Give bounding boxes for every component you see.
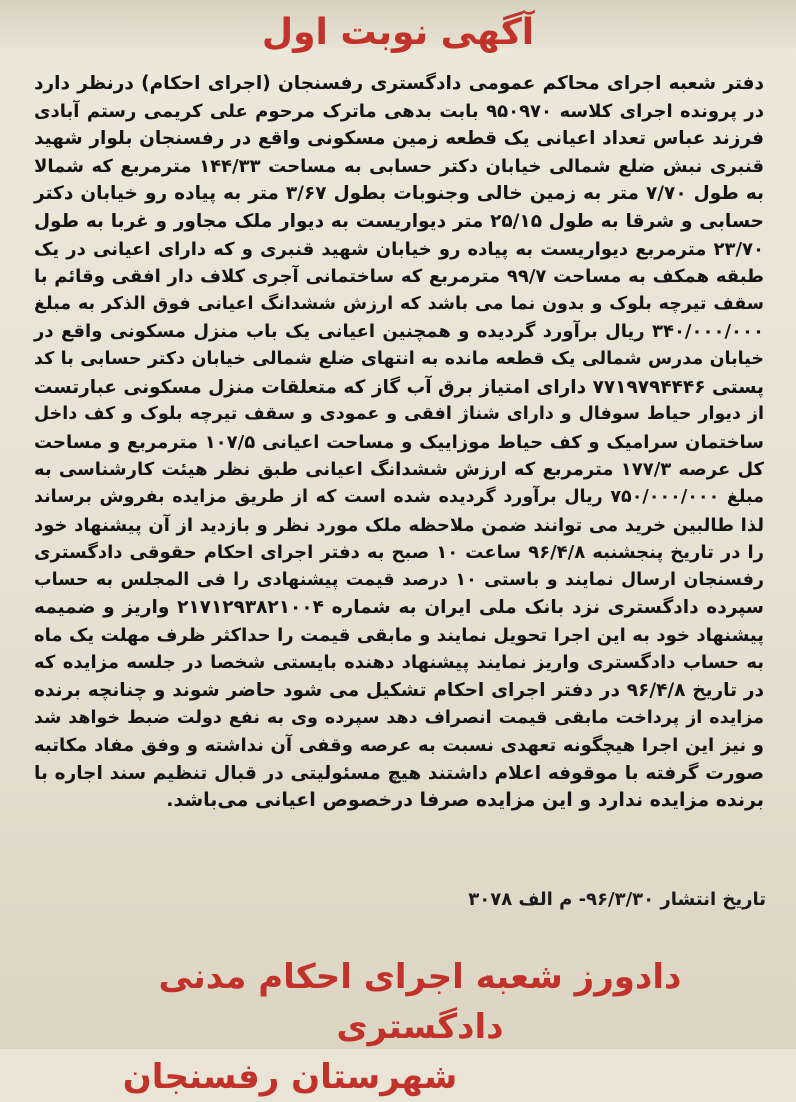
publish-date: تاریخ انتشار ۹۶/۳/۳۰- م الف ۳۰۷۸ [468,889,766,910]
body-line: مبلغ ۷۵۰/۰۰۰/۰۰۰ ریال برآورد گردیده شده است که از طریق مزایده بفروش برساند [34,486,764,507]
body-line: ۳۴۰/۰۰۰/۰۰۰ ریال برآورد گردیده و همچنین اعیانی یک باب منزل مسکونی واقع در [34,321,764,343]
body-line: لذا طالبین خرید می توانند ضمن ملاحظه ملک مورد نظر و بازدید از آن پیشنهاد خود [34,514,764,536]
body-line: را در تاریخ پنجشنبه ۹۶/۴/۸ ساعت ۱۰ صبح به دفتر اجرای احکام حقوقی دادگستری [34,542,764,564]
body-line: صورت گرفته با موقوفه اعلام داشتند هیچ مسئولیتی در قبال تنظیم سند اجاره با [34,762,764,784]
notice-body [34,70,764,916]
body-line: سقف تیرچه بلوک و بدون نما می باشد که ارزش ششدانگ اعیانی فوق الذکر به مبلغ [34,293,764,314]
body-line: فرزند عباس تعداد اعیانی یک قطعه زمین مسکونی واقع در رفسنجان بلوار شهید [34,128,764,150]
body-line: در تاریخ ۹۶/۴/۸ در دفتر اجرای احکام تشکیل می شود حاضر شوند و چنانچه برنده [34,680,764,702]
body-line: ۲۳/۷۰ مترمربع دیواریست به پیاده رو خیابان شهید قنبری و که دارای اعیانی در یک [34,238,764,260]
body-line: مزایده از پرداخت مابقی قیمت انصراف دهد سپرده وی به نفع دولت ضبط خواهد شد [34,707,764,728]
body-line: و نیز این اجرا هیچگونه تعهدی نسبت به عرصه وقفی آن نداشته و وفق مفاد مکاتبه [34,735,764,757]
body-line: در پرونده اجرای کلاسه ۹۵۰۹۷۰ بابت بدهی ماترک مرحوم علی کریمی رستم آبادی [34,100,764,122]
body-line: پستی ۷۷۱۹۷۹۴۴۴۶ دارای امتیاز برق آب گاز که متعلقات منزل مسکونی عبارتست [33,376,764,398]
body-line: به طول ۷/۷۰ متر به زمین خالی وجنوبات بطول ۳/۶۷ متر به پیاده رو خیابان دکتر [34,183,764,205]
body-line: حسابی و شرقا به طول ۲۵/۱۵ متر دیواریست به دیوار ملک مجاور و غربا به طول [34,210,764,232]
body-line: سپرده دادگستری نزد بانک ملی ایران به شماره ۲۱۷۱۲۹۳۸۲۱۰۰۴ واریز و ضمیمه [34,597,764,619]
body-line: خیابان مدرس شمالی یک قطعه مانده به انتهای ضلع شمالی خیابان دکتر حسابی با کد [34,348,764,369]
body-line: پیشنهاد خود به این اجرا تحویل نمایند و مابقی قیمت را حداکثر ظرف مهلت یک ماه [34,624,764,646]
body-line: ساختمان سرامیک و کف حیاط موزاییک و مساحت اعیانی ۱۰۷/۵ مترمربع و مساحت [34,431,764,453]
body-line: به حساب دادگستری واریز نمایند پیشنهاد دهنده بایستی شخصا در جلسه مزایده که [34,652,764,674]
body-line: دفتر شعبه اجرای محاکم عمومی دادگستری رفسنجان (اجرای احکام) درنظر دارد [34,73,764,94]
body-line: کل عرصه ۱۷۷/۳ مترمربع که ارزش ششدانگ اعیانی طبق نظر هیئت کارشناسی به [34,459,764,481]
body-line: رفسنجان ارسال نمایند و باستی ۱۰ درصد قیمت پیشنهادی را فی المجلس به حساب [34,569,764,590]
notice-title: آگهی نوبت اول [261,12,535,53]
issuer-location: شهرستان رفسنجان [122,1057,458,1097]
body-line: طبقه همکف به مساحت ۹۹/۷ مترمربع که ساختمانی آجری کلاف دار افقی وقائم با [34,266,764,288]
issuer-signature-block [30,952,770,1102]
issuer-title: دادورز شعبه اجرای احکام مدنی دادگستری [158,957,682,1047]
body-line: برنده مزایده ندارد و این مزایده صرفا درخصوص اعیانی می‌باشد. [166,789,764,812]
body-line: قنبری نبش ضلع شمالی خیابان دکتر حسابی به مساحت ۱۴۴/۳۳ مترمربع که شمالا [34,155,765,177]
body-line: از دیوار حیاط سوفال و دارای شناژ افقی و عمودی و سقف تیرچه بلوک و کف داخل [34,404,764,425]
